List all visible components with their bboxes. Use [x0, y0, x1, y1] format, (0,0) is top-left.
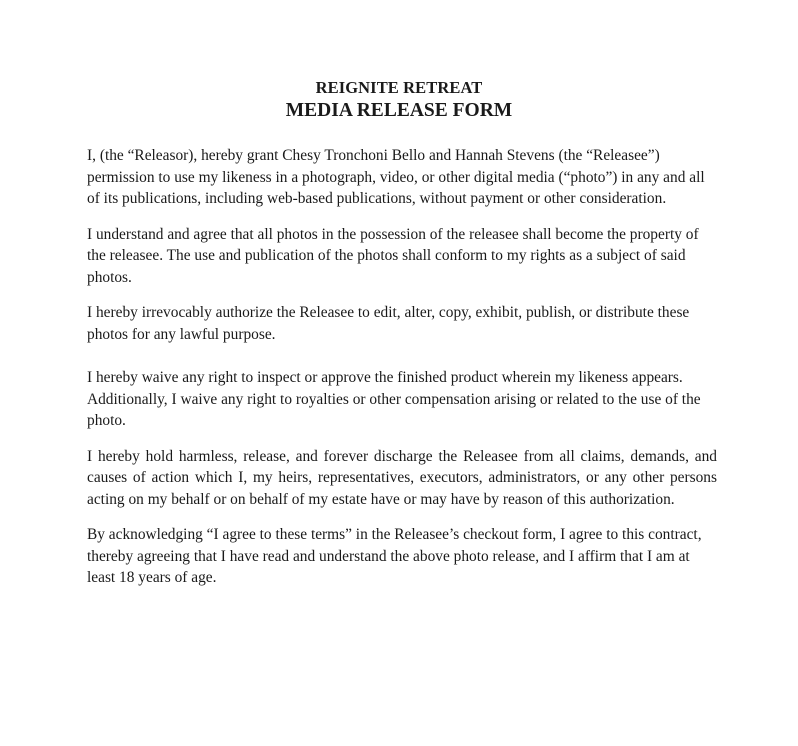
paragraph-waiver: I hereby waive any right to inspect or approve the finished product wherein my likeness appears. Additionally, I waive any right to royalties or other compensation arising or related to the use of the photo.: [87, 369, 701, 429]
paragraph-grant: I, (the “Releasor), hereby grant Chesy Tronchoni Bello and Hannah Stevens (the “Releasee”) permission to use my likeness in a photograph, video, or other digital media (“photo”) in any and all of its publications, including web-based publications, without payment or other consideration.: [87, 147, 705, 207]
form-title: MEDIA RELEASE FORM: [285, 100, 513, 121]
paragraph-authorization: I hereby irrevocably authorize the Releasee to edit, alter, copy, exhibit, publish, or distribute these photos for any lawful purpose.: [87, 304, 690, 343]
paragraph-hold-harmless: I hereby hold harmless, release, and forever discharge the Releasee from all claims, demands, and causes of action which I, my heirs, representatives, executors, administrators, or any other persons acting on my behalf or on behalf of my estate have or may have by reason of this authorization.: [87, 447, 717, 508]
paragraph-ownership: I understand and agree that all photos in the possession of the releasee shall become the property of the releasee. The use and publication of the photos shall conform to my rights as a subject of said photos.: [87, 225, 699, 286]
document-body: [87, 145, 717, 603]
document-header: [0, 78, 798, 123]
organization-title: REIGNITE RETREAT: [315, 78, 483, 97]
paragraph-acknowledgment: By acknowledging “I agree to these terms” in the Releasee’s checkout form, I agree to this contract, thereby agreeing that I have read and understand the above photo release, and I affirm that I am at least 18 years of age.: [87, 526, 702, 586]
